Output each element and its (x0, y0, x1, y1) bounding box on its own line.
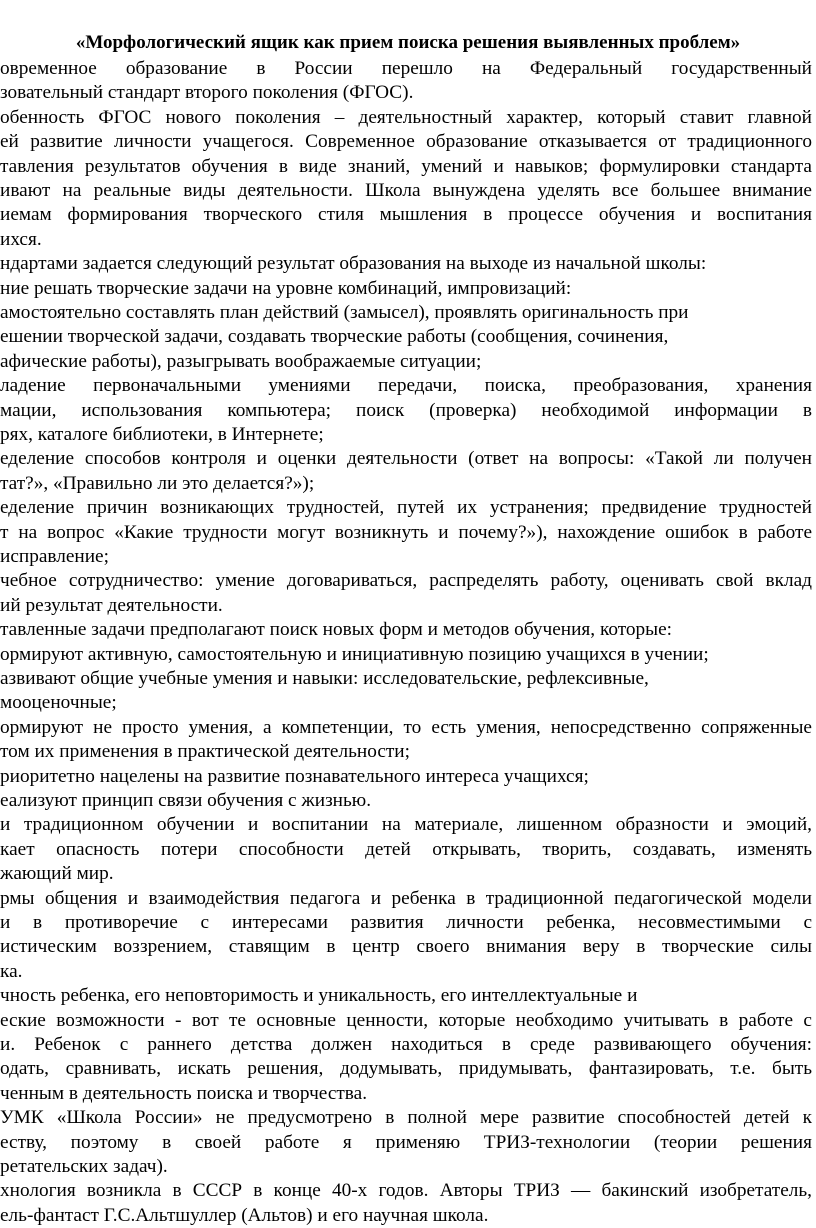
text-line: еделение способов контроля и оценки деятельности (ответ на вопросы: «Такой ли получен (0, 448, 812, 470)
text-line: еализуют принцип связи обучения с жизнью. (0, 790, 372, 811)
text-line: ель-фантаст Г.С.Альтшуллер (Альтов) и его научная школа. (0, 1204, 489, 1226)
text-line: тат?», «Правильно ли это делается?»); (0, 472, 315, 494)
text-line: ладение первоначальными умениями передачи, поиска, преобразования, хранения (0, 375, 812, 397)
text-line: одать, сравнивать, искать решения, додумывать, придумывать, фантазировать, т.е. быть (0, 1058, 812, 1080)
text-line: еские возможности - вот те основные ценности, которые необходимо учитывать в работе с (0, 1009, 812, 1031)
text-line: и. Ребенок с раннего детства должен находиться в среде развивающего обучения: (0, 1034, 812, 1055)
text-line: ивают на реальные виды деятельности. Школа вынуждена уделять все большее внимание (0, 180, 812, 201)
text-line: ормируют не просто умения, а компетенции, то есть умения, непосредственно сопряженные (0, 716, 812, 738)
text-line: исправление; (0, 546, 109, 567)
text-line: хнология возникла в СССР в конце 40-х годов. Авторы ТРИЗ — бакинский изобретатель, (0, 1180, 812, 1202)
text-line: ка. (0, 960, 23, 982)
text-line: ешении творческой задачи, создавать творческие работы (сообщения, сочинения, (0, 326, 669, 348)
text-line: мооценочные; (0, 692, 117, 714)
text-line: еделение причин возникающих трудностей, путей их устранения; предвидение трудностей (0, 497, 812, 519)
text-line: кает опасность потери способности детей открывать, творить, создавать, изменять (0, 838, 812, 860)
text-line: ий результат деятельности. (0, 594, 223, 616)
text-line: азвивают общие учебные умения и навыки: исследовательские, рефлексивные, (0, 668, 649, 689)
page-title: «Морфологический ящик как прием поиска решения выявленных проблем» (75, 32, 741, 53)
text-line: жающий мир. (0, 863, 114, 885)
text-line: УМК «Школа России» не предусмотрено в полной мере развитие способностей детей к (0, 1107, 812, 1129)
text-line: т на вопрос «Какие трудности могут возникнуть и почему?»), нахождение ошибок в работе (0, 521, 812, 543)
text-line: и традиционном обучении и воспитании на материале, лишенном образности и эмоций, (0, 814, 812, 836)
text-line: амостоятельно составлять план действий (замысел), проявлять оригинальность при (0, 302, 689, 323)
text-line: рмы общения и взаимодействия педагога и ребенка в традиционной педагогической модели (0, 887, 812, 909)
text-line: овременное образование в России перешло на Федеральный государственный (0, 58, 812, 79)
text-line: тавления результатов обучения в виде знаний, умений и навыков; формулировки стандарта (0, 155, 812, 177)
text-line: ей развитие личности учащегося. Современное образование отказывается от традиционного (0, 131, 812, 153)
text-line: ихся. (0, 228, 42, 250)
text-line: и в противоречие с интересами развития личности ребенка, несовместимыми с (0, 912, 812, 933)
text-line: ние решать творческие задачи на уровне комбинаций, импровизаций: (0, 277, 572, 299)
text-line: ретательских задач). (0, 1156, 168, 1177)
text-line: ндартами задается следующий результат образования на выходе из начальной школы: (0, 253, 707, 275)
text-line: зовательный стандарт второго поколения (ФГОС). (0, 82, 414, 104)
text-line: тавленные задачи предполагают поиск новых форм и методов обучения, которые: (0, 619, 673, 641)
text-line: обенность ФГОС нового поколения – деятельностный характер, который ставит главной (0, 106, 812, 128)
text-line: том их применения в практической деятельности; (0, 741, 410, 763)
text-line: ормируют активную, самостоятельную и инициативную позицию учащихся в учении; (0, 643, 709, 665)
text-line: афические работы), разыгрывать воображаемые ситуации; (0, 350, 482, 372)
text-line: истическим воззрением, ставящим в центр своего внимания веру в творческие силы (0, 936, 812, 958)
text-line: мации, использования компьютера; поиск (проверка) необходимой информации в (0, 399, 812, 421)
text-line: еству, поэтому в своей работе я применяю ТРИЗ-технологии (теории решения (0, 1131, 812, 1153)
text-line: риоритетно нацелены на развитие познавательного интереса учащихся; (0, 765, 589, 787)
text-line: иемам формирования творческого стиля мышления в процессе обучения и воспитания (0, 204, 812, 226)
text-line: чность ребенка, его неповторимость и уникальность, его интеллектуальные и (0, 985, 638, 1007)
text-line: ченным в деятельность поиска и творчества. (0, 1082, 368, 1104)
text-line: чебное сотрудничество: умение договариваться, распределять работу, оценивать свой вклад (0, 570, 812, 592)
text-line: рях, каталоге библиотеки, в Интернете; (0, 424, 324, 445)
